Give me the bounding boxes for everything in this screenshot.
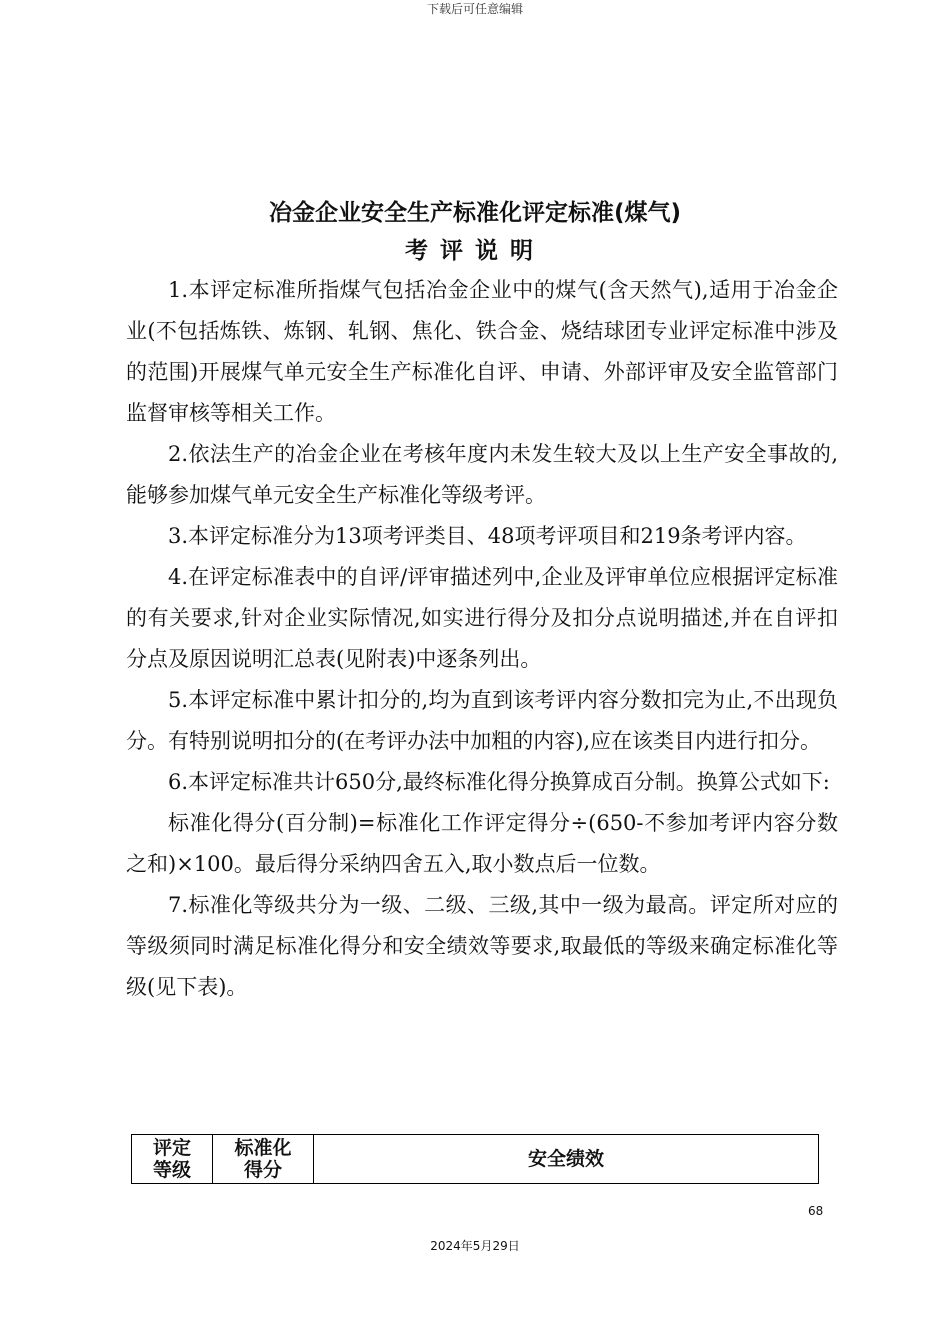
page-number: 68 bbox=[808, 1204, 824, 1218]
footer-date: 2024年5月29日 bbox=[430, 1239, 520, 1253]
paragraph-2: 2.依法生产的冶金企业在考核年度内未发生较大及以上生产安全事故的,能够参加煤气单元安全生产标准化等级考评。 bbox=[126, 442, 838, 507]
table-header-row bbox=[132, 1135, 819, 1184]
header-safety-label: 安全绩效 bbox=[527, 1148, 604, 1170]
document-title: 冶金企业安全生产标准化评定标准(煤气) bbox=[268, 200, 682, 226]
paragraph-6: 6.本评定标准共计650分,最终标准化得分换算成百分制。换算公式如下: bbox=[168, 770, 830, 794]
header-safety-performance bbox=[314, 1135, 819, 1184]
header-score bbox=[213, 1135, 314, 1184]
header-grade-label: 评定 等级 bbox=[152, 1137, 191, 1181]
body-text bbox=[126, 270, 838, 1008]
header-grade bbox=[132, 1135, 213, 1184]
header-note: 下载后可任意编辑 bbox=[426, 2, 523, 16]
formula-paragraph: 标准化得分(百分制)=标准化工作评定得分÷(650-不参加考评内容分数之和)×100。最后得分采纳四舍五入,取小数点后一位数。 bbox=[126, 811, 838, 876]
grade-table bbox=[131, 1134, 819, 1184]
document-subtitle: 考评说明 bbox=[405, 238, 545, 264]
header-score-label: 标准化 得分 bbox=[234, 1137, 292, 1181]
paragraph-4: 4.在评定标准表中的自评/评审描述列中,企业及评审单位应根据评定标准的有关要求,针对企业实际情况,如实进行得分及扣分点说明描述,并在自评扣分点及原因说明汇总表(见附表)中逐条列出。 bbox=[126, 565, 838, 671]
paragraph-5: 5.本评定标准中累计扣分的,均为直到该考评内容分数扣完为止,不出现负分。有特别说明扣分的(在考评办法中加粗的内容),应在该类目内进行扣分。 bbox=[126, 688, 838, 753]
paragraph-3: 3.本评定标准分为13项考评类目、48项考评项目和219条考评内容。 bbox=[168, 524, 807, 548]
paragraph-1: 1.本评定标准所指煤气包括冶金企业中的煤气(含天然气),适用于冶金企业(不包括炼铁、炼钢、轧钢、焦化、铁合金、烧结球团专业评定标准中涉及的范围)开展煤气单元安全生产标准化自评、申请、外部评审及安全监管部门监督审核等相关工作。 bbox=[126, 278, 838, 425]
paragraph-7: 7.标准化等级共分为一级、二级、三级,其中一级为最高。评定所对应的等级须同时满足标准化得分和安全绩效等要求,取最低的等级来确定标准化等级(见下表)。 bbox=[126, 893, 838, 999]
